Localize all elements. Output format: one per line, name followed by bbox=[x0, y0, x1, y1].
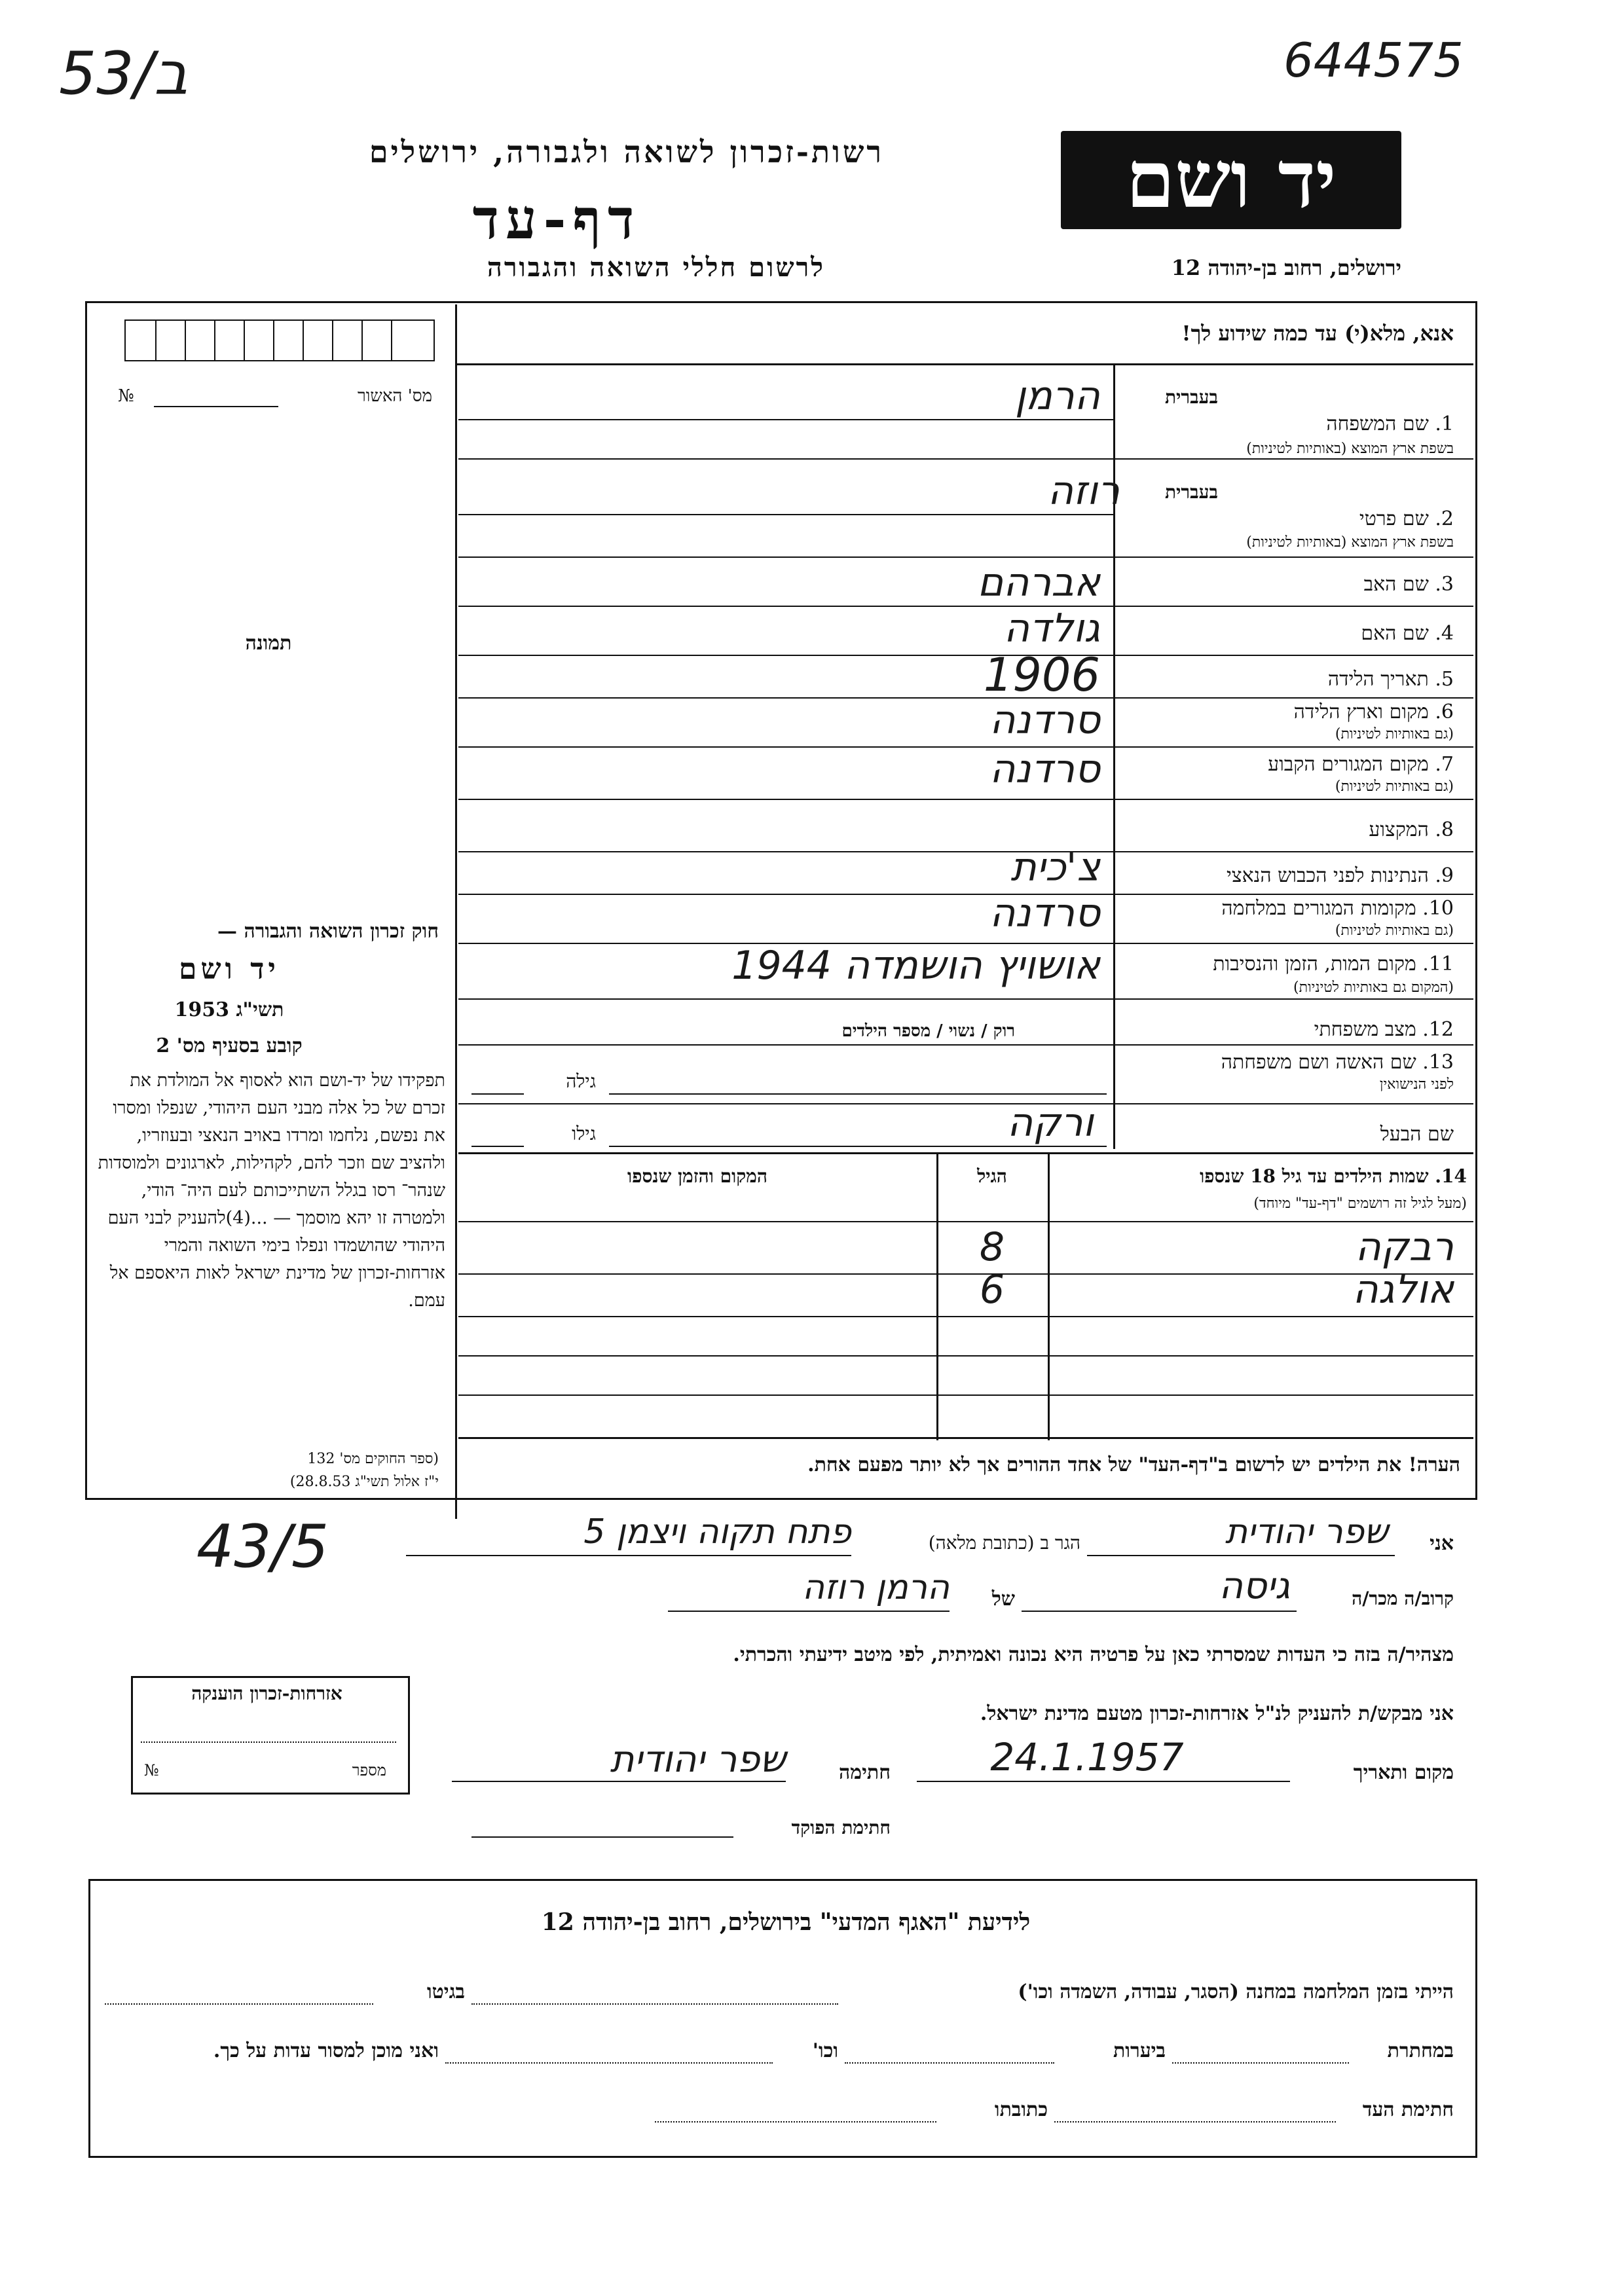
bottom-line1-a: הייתי בזמן המלחמה במחנה (הסגר, עבודה, השמדה וכו') bbox=[1018, 1980, 1454, 2003]
law-title: חוק זכרון השואה והגבורה — bbox=[217, 920, 439, 943]
law-text: תפקידו של יד-ושם הוא לאסוף אל המולדת את זכרם של כל אלה מבני העם היהודי, שנפלו ומסרו את נפשם, נלחמו ומרדו באויב הנאצי ובעוזריו, ולהציב שם וזכר להם, לקהילות, לארגונים ולמוסדות שנהר־ רסו בגלל השתייכותם לעם היה־ הודי, ולמטרה זו יהא מוסמך — ...(4)להעניק לבני העם היהודי שהושמדו ונפלו בימי השואה והמרי אזרחות-זכרון של מדינת ישראל לאות היאספם אל עמם. bbox=[98, 1070, 445, 1311]
f11-label: 11. מקום המות, הזמן והנסיבות bbox=[1213, 953, 1454, 975]
f5-label: 5. תאריך הלידה bbox=[1327, 668, 1454, 691]
f11-value: אושויץ הושמדה 1944 bbox=[731, 943, 1100, 989]
decl-residing: הגר ב (כתובת מלאה) bbox=[928, 1532, 1080, 1554]
cert-line bbox=[154, 406, 278, 407]
f10-value: סרדנה bbox=[989, 890, 1100, 936]
form-title: דף-עד bbox=[472, 187, 641, 251]
f6-value: סרדנה bbox=[989, 697, 1100, 743]
law-year: תשי"ג 1953 bbox=[174, 998, 284, 1021]
f10-label: 10. מקומות המגורים במלחמה bbox=[1221, 897, 1454, 920]
decl-name-value: שפר יהודית bbox=[1225, 1512, 1388, 1552]
bottom-line3-a: חתימת העד bbox=[1362, 2098, 1454, 2121]
f5-value: 1906 bbox=[983, 648, 1100, 702]
f10-sub: (גם באותיות לטיניות) bbox=[1335, 922, 1454, 939]
children-sub: (מעל לגיל זה רושמים "דף-עד" מיוחד) bbox=[1253, 1195, 1467, 1212]
photo-label: תמונה bbox=[245, 632, 292, 655]
org-line: רשות-זכרון לשואה ולגבורה, ירושלים bbox=[369, 134, 884, 170]
husband-value: ורקה bbox=[1007, 1100, 1094, 1146]
bottom-line1-b: בגיטו bbox=[426, 1980, 465, 2003]
bottom-line2-b: ביערות bbox=[1113, 2039, 1166, 2062]
bottom-line3-b: כתובתו bbox=[994, 2098, 1048, 2121]
yad-vashem-logo: יד ושם bbox=[1061, 131, 1401, 229]
bottom-title: לידיעת "האגף המדעי" בירושלים, רחוב בן-יהודה 12 bbox=[541, 1908, 1031, 1936]
cert-label: מס' האשור bbox=[357, 386, 432, 406]
husband-label: שם הבעל bbox=[1380, 1123, 1454, 1146]
husband-age-label: גילו bbox=[572, 1123, 596, 1144]
f3-value: אברהם bbox=[977, 560, 1100, 606]
decl-place-date: מקום ותאריך bbox=[1353, 1761, 1454, 1784]
law-source-2: י"ז אלול תשי"ג 28.8.53) bbox=[289, 1474, 439, 1490]
f7-sub: (גם באותיות לטיניות) bbox=[1335, 778, 1454, 795]
f9-label: 9. הנתינות לפני הכבוש הנאצי bbox=[1227, 864, 1454, 887]
corner-handwritten-left: 53/ב bbox=[59, 39, 188, 108]
law-name: יד ושם bbox=[179, 953, 280, 986]
decl-of: של bbox=[991, 1588, 1015, 1611]
f11-sub: (המקום גם באותיות לטיניות) bbox=[1293, 979, 1454, 996]
children-label: 14. שמות הילדים עד גיל 18 שנספו bbox=[1200, 1165, 1467, 1187]
decl-relative: קרוב/ה מכר/ה bbox=[1352, 1588, 1454, 1609]
ref-handwritten: 43/5 bbox=[196, 1512, 329, 1581]
bottom-line2-c: וכו' bbox=[812, 2039, 838, 2062]
decl-address-value: פתח תקוה ויצמן 5 bbox=[583, 1512, 851, 1552]
f9-value: צ'כית bbox=[1010, 845, 1100, 890]
f1-heb-label: בעברית bbox=[1164, 386, 1218, 408]
f6-label: 6. מקום וארץ הלידה bbox=[1293, 701, 1454, 723]
f13-label: 13. שם האשה ושם משפחתה bbox=[1221, 1051, 1454, 1074]
decl-officer: חתימת הפוקד bbox=[791, 1817, 891, 1838]
child-1-name: רבקה bbox=[1355, 1224, 1454, 1270]
f6-sub: (גם באותיות לטיניות) bbox=[1335, 726, 1454, 742]
decl-signature-label: חתימה bbox=[839, 1761, 891, 1784]
decl-signature-value: שפר יהודית bbox=[610, 1738, 786, 1781]
decl-statement: מצהיר/ה בזה כי העדות שמסרתי כאן על פרטיה היא נכונה ואמיתית, לפי מיטב ידיעתי והכרתי. bbox=[733, 1643, 1454, 1666]
f7-label: 7. מקום המגורים הקבוע bbox=[1268, 753, 1454, 776]
f4-value: גולדה bbox=[1003, 606, 1100, 651]
form-subtitle: לרשום חללי השואה והגבורה bbox=[487, 252, 825, 283]
children-col-place: המקום והזמן שנספו bbox=[627, 1165, 767, 1187]
f3-label: 3. שם האב bbox=[1363, 573, 1454, 596]
cert-no-label: № bbox=[118, 386, 134, 406]
f2-label: 2. שם פרטי bbox=[1359, 507, 1454, 530]
f1-sub: בשפת ארץ המוצא (באותיות לטיניות) bbox=[1246, 441, 1454, 457]
children-note: הערה! את הילדים יש לרשום ב"דף-העד" של אחד ההורים אך לא יותר מפעם אחת. bbox=[807, 1453, 1460, 1476]
child-2-name: אולגה bbox=[1352, 1267, 1454, 1313]
f13-age-label: גילה bbox=[566, 1070, 596, 1092]
f8-label: 8. המקצוע bbox=[1369, 818, 1454, 841]
f1-value: הרמן bbox=[1014, 373, 1100, 419]
f2-sub: בשפת ארץ המוצא (באותיות לטיניות) bbox=[1246, 534, 1454, 551]
header-address: ירושלים, רחוב בן-יהודה 12 bbox=[1171, 255, 1401, 280]
cert-strip bbox=[124, 319, 435, 361]
decl-of-value: הרמן רוזה bbox=[802, 1568, 950, 1607]
citizenship-title: אזרחות-זכרון הוענקה bbox=[191, 1683, 342, 1704]
citizenship-no: № bbox=[144, 1761, 159, 1779]
children-col-age: הגיל bbox=[977, 1165, 1007, 1187]
decl-date-value: 24.1.1957 bbox=[990, 1735, 1184, 1779]
decl-request: אני מבקש/ת להעניק לנ"ל אזרחות-זכרון מטעם מדינת ישראל. bbox=[980, 1702, 1454, 1725]
f12-label: 12. מצב משפחתי bbox=[1314, 1018, 1454, 1041]
f13-sub: לפני הנישואין bbox=[1379, 1076, 1454, 1093]
corner-handwritten-right: 644575 bbox=[1283, 33, 1464, 88]
citizenship-number: מספר bbox=[352, 1761, 386, 1779]
law-clause: קובע בסעיף מס' 2 bbox=[156, 1034, 303, 1057]
decl-relation-value: גיסה bbox=[1219, 1565, 1290, 1607]
child-1-age: 8 bbox=[979, 1224, 1005, 1270]
instruction: אנא, מלא(י) עד כמה שידוע לך! bbox=[1181, 321, 1454, 346]
bottom-line2-a: במחתרת bbox=[1387, 2039, 1454, 2062]
f2-heb-label: בעברית bbox=[1164, 481, 1218, 503]
f2-value: רוזה bbox=[1047, 468, 1120, 514]
f7-value: סרדנה bbox=[989, 746, 1100, 792]
f12-options: רוק / נשוי / מספר הילדים bbox=[841, 1021, 1015, 1041]
f1-label: 1. שם המשפחה bbox=[1326, 412, 1454, 435]
f4-label: 4. שם האם bbox=[1361, 622, 1454, 645]
bottom-line2-d: ואני מוכן למסור עדות על כך. bbox=[213, 2039, 439, 2062]
law-source-1: (ספר החוקים מס' 132 bbox=[307, 1451, 439, 1467]
decl-ani: אני bbox=[1430, 1532, 1454, 1555]
child-2-age: 6 bbox=[979, 1267, 1005, 1313]
